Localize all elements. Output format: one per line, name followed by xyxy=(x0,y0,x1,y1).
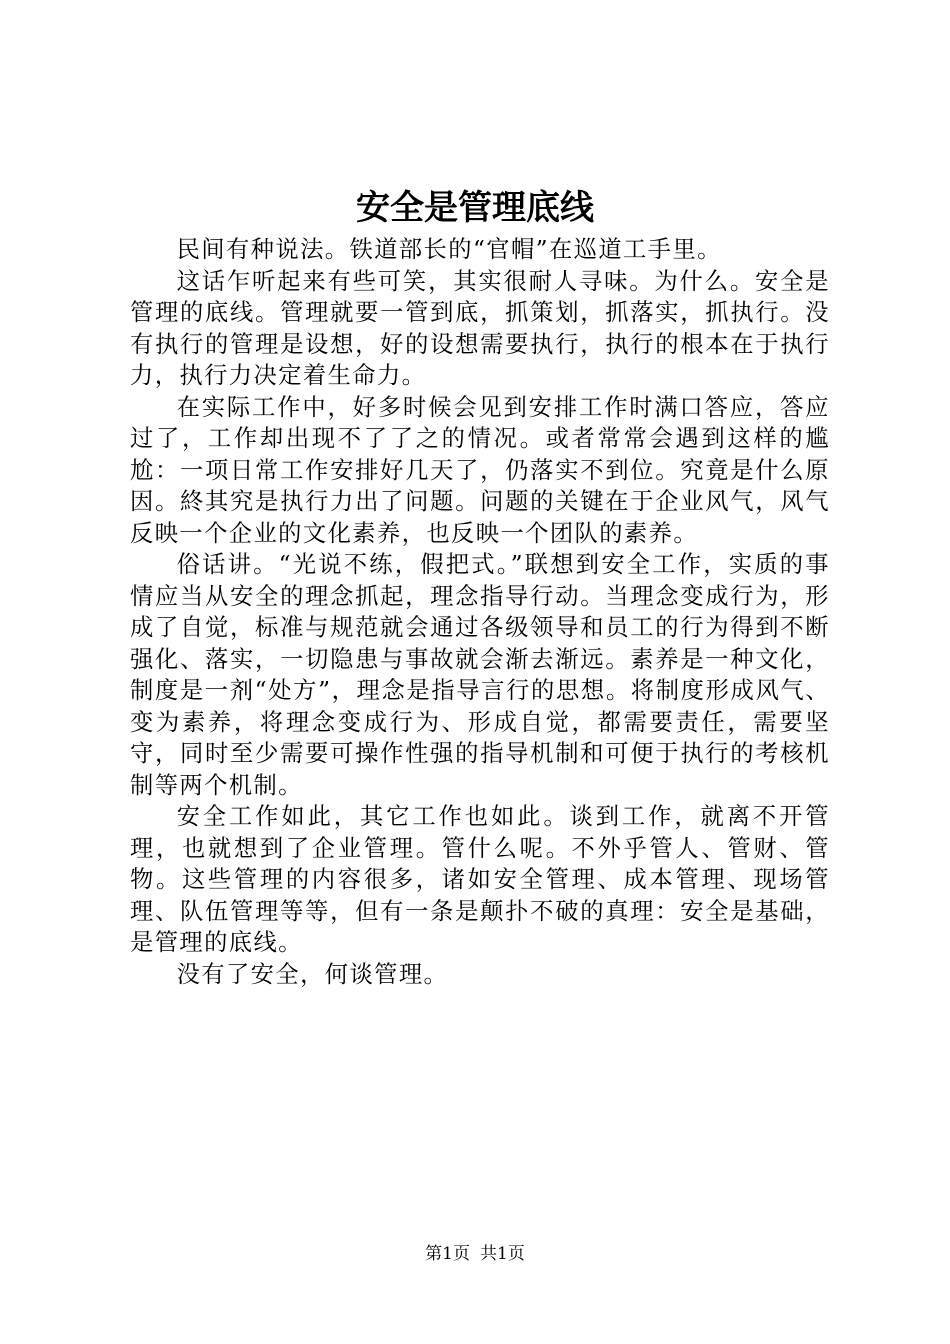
page-number: 第1页 xyxy=(425,1244,470,1264)
paragraph: 安全工作如此，其它工作也如此。谈到工作，就离不开管理，也就想到了企业管理。管什么呢。不外乎管人、管财、管物。这些管理的内容很多，诸如安全管理、成本管理、现场管理、队伍管理等等，但有一条是颠扑不破的真理：安全是基础，是管理的底线。 xyxy=(130,803,830,956)
paragraph: 民间有种说法。铁道部长的“官帽”在巡道工手里。 xyxy=(176,236,722,263)
document-body xyxy=(130,234,830,990)
paragraph: 没有了安全，何谈管理。 xyxy=(176,960,449,988)
paragraph: 俗话讲。“光说不练，假把式。”联想到安全工作，实质的事情应当从安全的理念抓起，理念指导行动。当理念变成行为，形成了自觉，标准与规范就会通过各级领导和员工的行为得到不断强化、落实，一切隐患与事故就会渐去渐远。素养是一种文化，制度是一剂“处方”，理念是指导言行的思想。将制度形成风气、变为素养，将理念变成行为、形成自觉，都需要责任，需要坚守，同时至少需要可操作性强的指导机制和可便于执行的考核机制等两个机制。 xyxy=(130,551,830,799)
page-total: 共1页 xyxy=(480,1244,525,1264)
paragraph: 这话乍听起来有些可笑，其实很耐人寻味。为什么。安全是管理的底线。管理就要一管到底，抓策划，抓落实，抓执行。没有执行的管理是设想，好的设想需要执行，执行的根本在于执行力，执行力决定着生命力。 xyxy=(130,267,830,389)
paragraph: 在实际工作中，好多时候会见到安排工作时满口答应，答应过了，工作却出现不了了之的情况。或者常常会遇到这样的尴尬：一项日常工作安排好几天了，仍落实不到位。究竟是什么原因。終其究是执行力出了问题。问题的关键在于企业风气，风气反映一个企业的文化素养，也反映一个团队的素养。 xyxy=(130,393,830,547)
page-footer xyxy=(0,1242,950,1266)
document-title: 安全是管理底线 xyxy=(356,188,594,228)
